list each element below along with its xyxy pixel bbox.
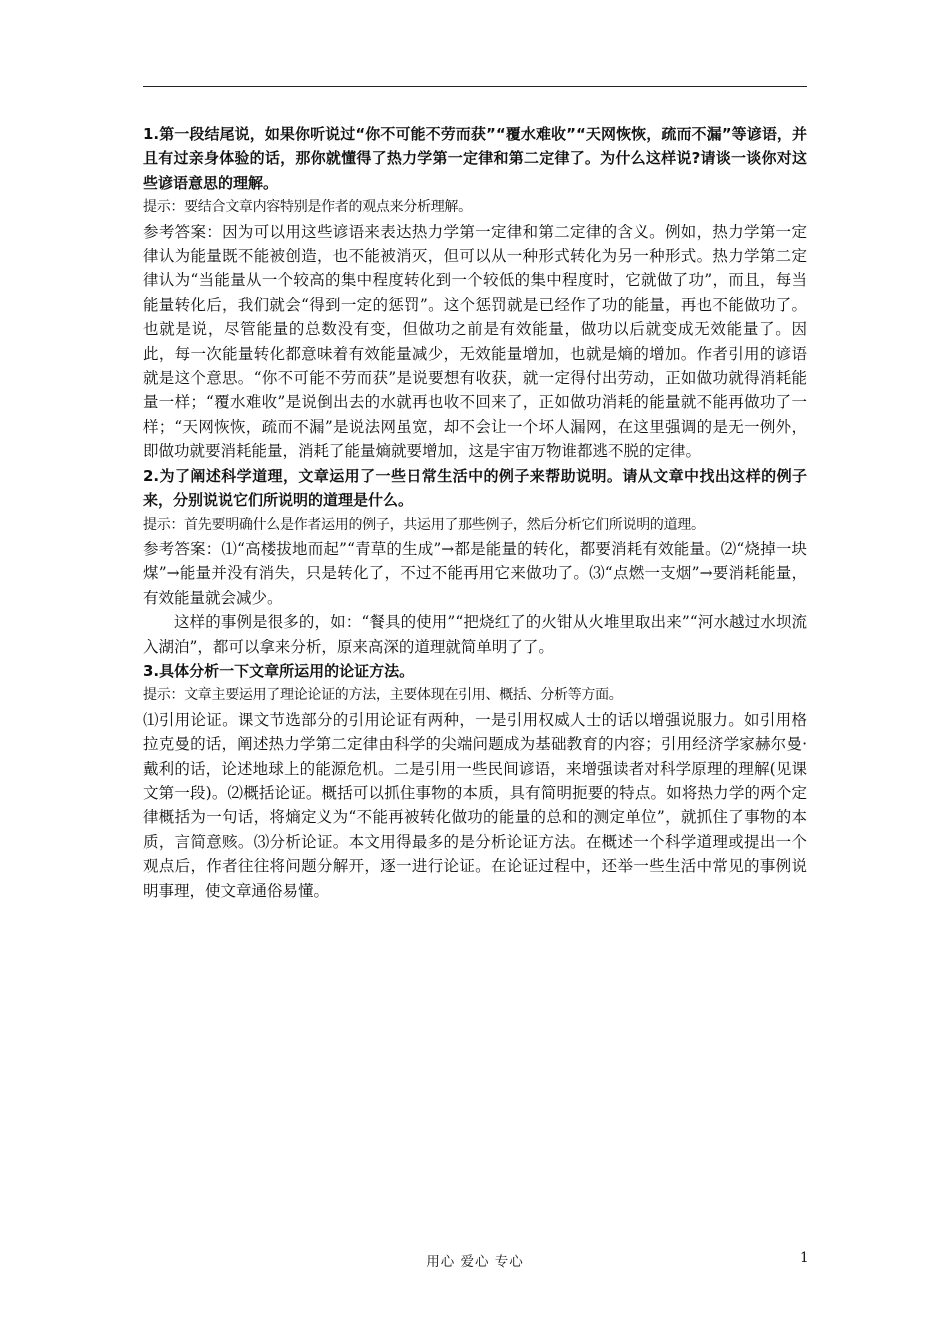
answer-1: 参考答案：因为可以用这些谚语来表达热力学第一定律和第二定律的含义。例如，热力学第一定律认为能量既不能被创造，也不能被消灭，但可以从一种形式转化为另一种形式。热力学第二定律认为“当能量从一个较高的集中程度转化到一个较低的集中程度时，它就做了功”，而且，每当能量转化后，我们就会“得到一定的惩罚”。这个惩罚就是已经作了功的能量，再也不能做功了。也就是说，尽管能量的总数没有变，但做功之前是有效能量，做功以后就变成无效能量了。因此，每一次能量转化都意味着有效能量减少，无效能量增加，也就是熵的增加。作者引用的谚语就是这个意思。“你不可能不劳而获”是说要想有收获，就一定得付出劳动，正如做功就得消耗能量一样；“覆水难收”是说倒出去的水就再也收不回来了，正如做功消耗的能量就不能再做功了一样；“天网恢恢，疏而不漏”是说法网虽宽，却不会让一个坏人漏网，在这里强调的是无一例外，即做功就要消耗能量，消耗了能量熵就要增加，这是宇宙万物谁都逃不脱的定律。 — [143, 222, 807, 461]
hint-1: 提示：要结合文章内容特别是作者的观点来分析理解。 — [143, 199, 472, 216]
question-1: 1.第一段结尾说，如果你听说过“你不可能不劳而获”“覆水难收”“天网恢恢，疏而不漏”等谚语，并且有过亲身体验的话，那你就懂得了热力学第一定律和第二定律了。为什么这样说?请谈一谈你对这些谚语意思的理解。 — [143, 125, 807, 192]
header-rule — [143, 86, 807, 87]
hint-2: 提示：首先要明确什么是作者运用的例子，共运用了那些例子，然后分析它们所说明的道理。 — [143, 516, 705, 533]
question-3: 3.具体分析一下文章所运用的论证方法。 — [143, 661, 415, 680]
answer-2: 参考答案：⑴“高楼拔地而起”“青草的生成”→都是能量的转化，都要消耗有效能量。⑵“烧掉一块煤”→能量并没有消失，只是转化了，不过不能再用它来做功了。⑶“点燃一支烟”→要消耗能量，有效能量就会减少。 — [143, 539, 807, 607]
page-number: 1 — [800, 1250, 809, 1266]
answer-3: ⑴引用论证。课文节选部分的引用论证有两种，一是引用权威人士的话以增强说服力。如引用格拉克曼的话，阐述热力学第二定律由科学的尖端问题成为基础教育的内容；引用经济学家赫尔曼·戴利的话，论述地球上的能源危机。二是引用一些民间谚语，来增强读者对科学原理的理解(见课文第一段)。⑵概括论证。概括可以抓住事物的本质，具有简明扼要的特点。如将热力学的两个定律概括为一句话，将熵定义为“不能再被转化做功的能量的总和的测定单位”，就抓住了事物的本质，言简意赅。⑶分析论证。本文用得最多的是分析论证方法。在概述一个科学道理或提出一个观点后，作者往往将问题分解开，逐一进行论证。在论证过程中，还举一些生活中常见的事例说明事理，使文章通俗易懂。 — [143, 710, 807, 900]
page-footer — [0, 1250, 950, 1274]
answer-2-extra: 这样的事例是很多的，如：“餐具的使用”“把烧红了的火钳从火堆里取出来”“河水越过水坝流入湖泊”，都可以拿来分析，原来高深的道理就简单明了了。 — [143, 613, 807, 656]
question-2: 2.为了阐述科学道理，文章运用了一些日常生活中的例子来帮助说明。请从文章中找出这样的例子来，分别说说它们所说明的道理是什么。 — [143, 466, 807, 510]
hint-3: 提示：文章主要运用了理论论证的方法，主要体现在引用、概括、分析等方面。 — [143, 687, 623, 704]
document-body — [143, 122, 807, 903]
footer-text: 用心 爱心 专心 — [426, 1254, 524, 1270]
